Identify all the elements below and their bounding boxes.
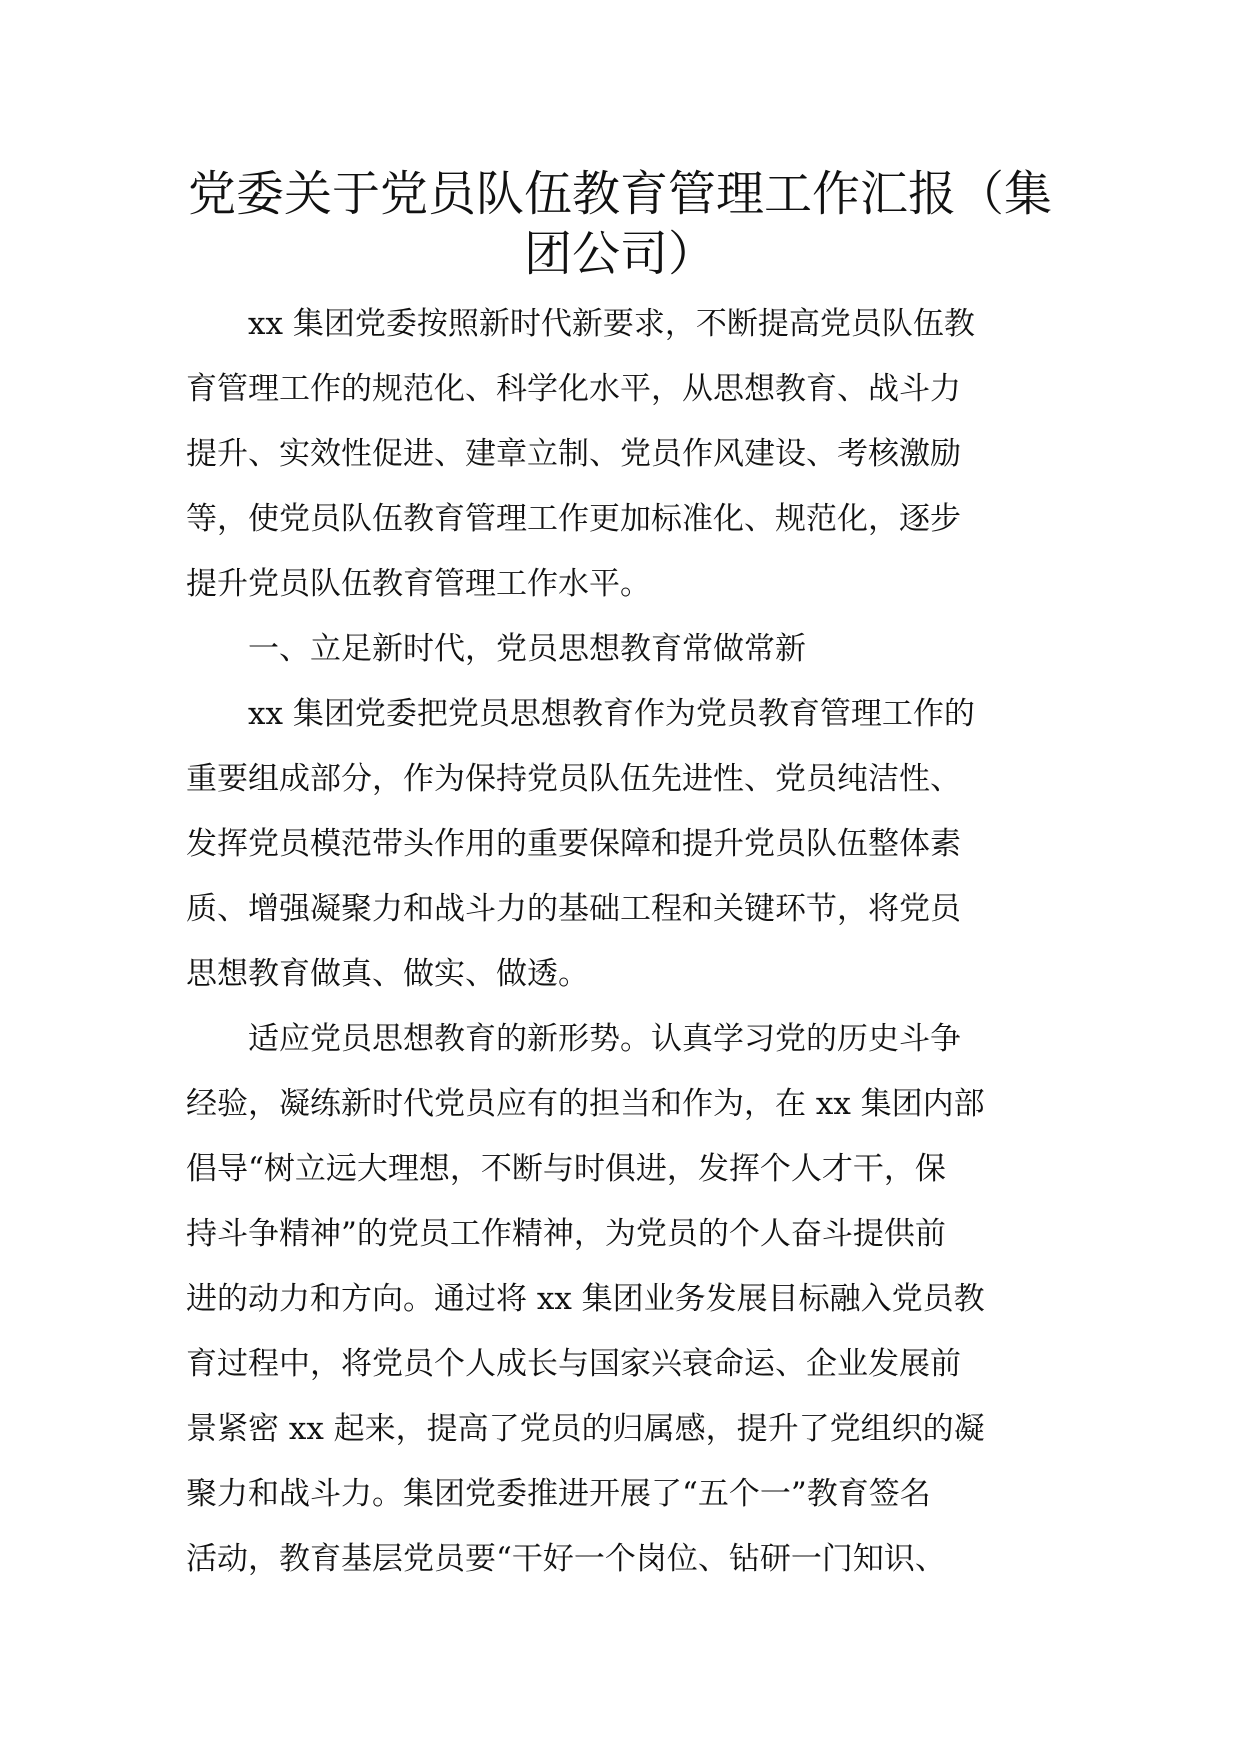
paragraph-line: 发挥党员模范带头作用的重要保障和提升党员队伍整体素 (186, 826, 961, 862)
paragraph-line: 等，使党员队伍教育管理工作更加标准化、规范化，逐步 (186, 501, 961, 537)
paragraph-line: 经验，凝练新时代党员应有的担当和作为，在 xx 集团内部 (186, 1086, 985, 1122)
paragraph-line: 倡导“树立远大理想，不断与时俱进，发挥个人才干，保 (186, 1151, 946, 1187)
title-line: 团公司） (523, 226, 716, 282)
document-title (186, 164, 1054, 284)
paragraph-line: xx 集团党委把党员思想教育作为党员教育管理工作的 (248, 696, 975, 732)
paragraph-line: 适应党员思想教育的新形势。认真学习党的历史斗争 (248, 1021, 961, 1057)
paragraph-line: 育管理工作的规范化、科学化水平，从思想教育、战斗力 (186, 371, 961, 407)
paragraph-line: 活动，教育基层党员要“干好一个岗位、钻研一门知识、 (186, 1541, 946, 1577)
paragraph-line: 持斗争精神”的党员工作精神，为党员的个人奋斗提供前 (186, 1216, 946, 1252)
paragraph-line: 质、增强凝聚力和战斗力的基础工程和关键环节，将党员 (186, 891, 961, 927)
paragraph-line: 进的动力和方向。通过将 xx 集团业务发展目标融入党员教 (186, 1281, 985, 1317)
document-page (186, 164, 1054, 1592)
paragraph-line: 思想教育做真、做实、做透。 (186, 956, 589, 992)
paragraph-section-1-detail (186, 1007, 1054, 1592)
paragraph-line: 提升、实效性促进、建章立制、党员作风建设、考核激励 (186, 436, 961, 472)
paragraph-line: 育过程中，将党员个人成长与国家兴衰命运、企业发展前 (186, 1346, 961, 1382)
paragraph-line: 景紧密 xx 起来，提高了党员的归属感，提升了党组织的凝 (186, 1411, 985, 1447)
title-line: 党委关于党员队伍教育管理工作汇报（集 (187, 166, 1052, 222)
paragraph-line: 聚力和战斗力。集团党委推进开展了“五个一”教育签名 (186, 1476, 931, 1512)
document-body (186, 292, 1054, 1592)
paragraph-line: 重要组成部分，作为保持党员队伍先进性、党员纯洁性、 (186, 761, 961, 797)
paragraph-line: 提升党员队伍教育管理工作水平。 (186, 566, 651, 602)
paragraph-section-1 (186, 682, 1054, 1007)
paragraph-intro (186, 292, 1054, 617)
section-heading: 一、立足新时代，党员思想教育常做常新 (248, 631, 806, 667)
paragraph-line: xx 集团党委按照新时代新要求，不断提高党员队伍教 (248, 306, 975, 342)
